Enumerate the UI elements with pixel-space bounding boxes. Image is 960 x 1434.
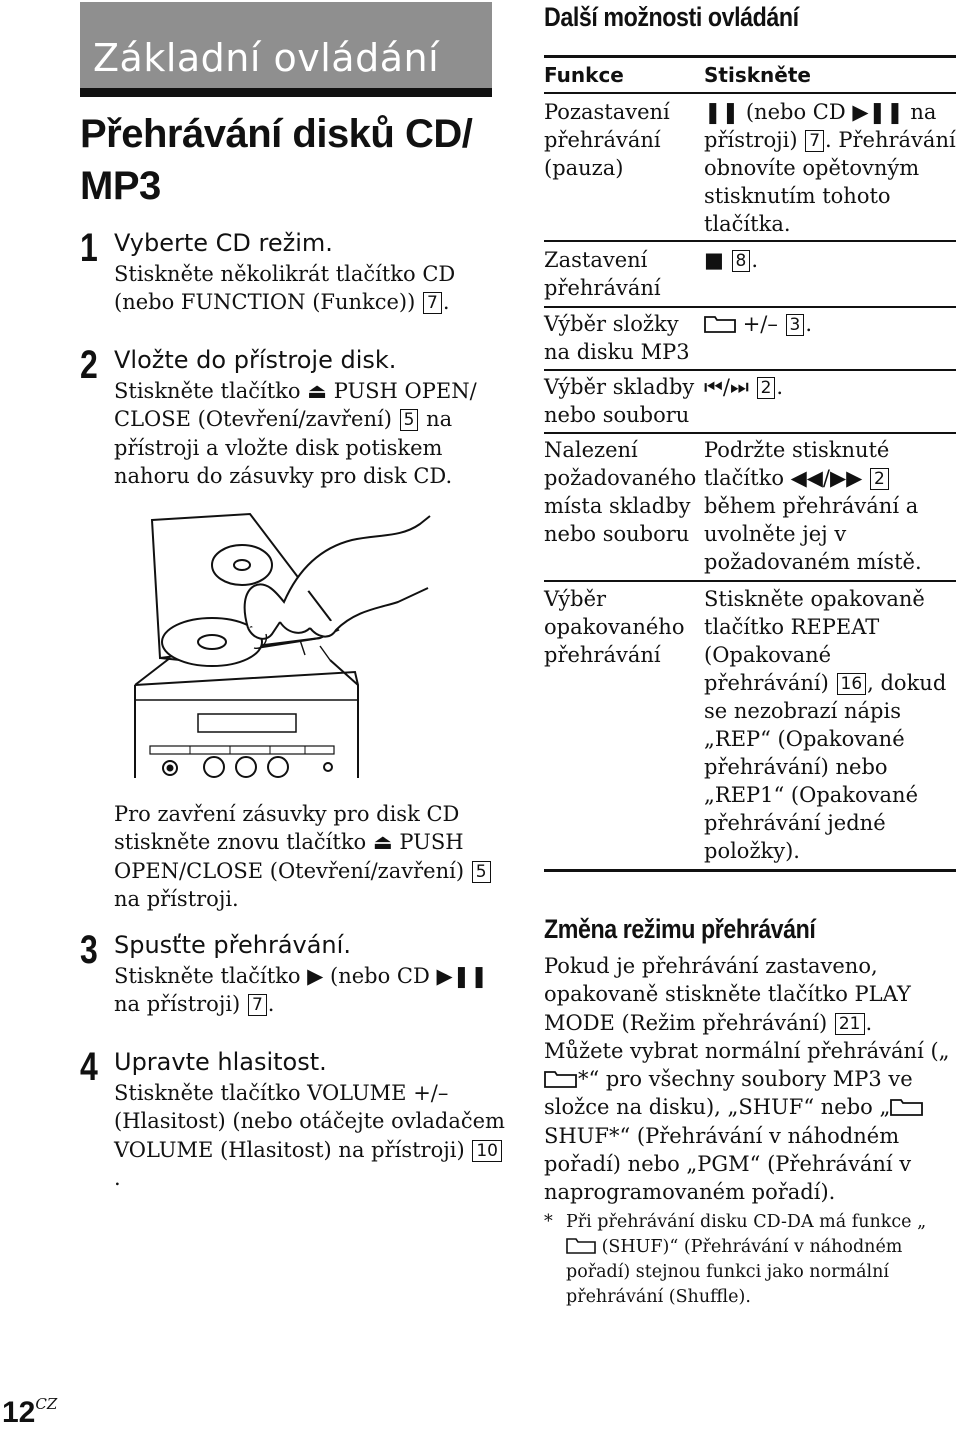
table-bottom-rule bbox=[544, 869, 956, 872]
step-number: 4 bbox=[80, 1045, 98, 1089]
table-cell-press: +/– 3 . bbox=[704, 310, 956, 338]
page-language: CZ bbox=[35, 1395, 58, 1413]
ref-number: 2 bbox=[870, 468, 889, 490]
table-cell-press: Podržte stisknuté tlačítko ◀◀/▶▶ 2 během přehrávání a uvolněte jej v požadovaném místě. bbox=[704, 438, 922, 574]
table-cell-press: ❚❚ (nebo CD ▶❚❚ na přístroji) 7 . Přehrávání obnovíte opětovným stisknutím tohoto tlačítka. bbox=[704, 100, 956, 236]
table-row-rule bbox=[544, 240, 956, 242]
ref-number: 21 bbox=[835, 1013, 865, 1035]
ref-number: 3 bbox=[786, 314, 805, 336]
table-cell-function: Výběr složky na disku MP3 bbox=[544, 312, 690, 364]
step-heading: Vložte do přístroje disk. bbox=[114, 346, 397, 374]
table-cell-function: Výběr opakovaného přehrávání bbox=[544, 587, 685, 667]
table-row-rule bbox=[544, 580, 956, 582]
table-cell-function: Nalezení požadovaného místa skladby nebo souboru bbox=[544, 438, 697, 546]
table-header-rule bbox=[544, 92, 956, 94]
ref-number: 2 bbox=[757, 377, 776, 399]
footnote-text: Při přehrávání disku CD-DA má funkce „ (SHUF)“ (Přehrávání v náhodném pořadí) stejnou funkci jako normální přehrávání (Shuffle). bbox=[566, 1212, 927, 1307]
table-cell-function: Výběr skladby nebo souboru bbox=[544, 375, 695, 427]
close-tray-note: Pro zavření zásuvky pro disk CD stiskněte znovu tlačítko ⏏ PUSH OPEN/CLOSE (Otevření/zavření) 5 na přístroji. bbox=[114, 800, 509, 913]
ref-number: 5 bbox=[400, 409, 419, 431]
table-cell-press: ■ 8 . bbox=[704, 248, 759, 272]
step-body: Stiskněte tlačítko ▶ (nebo CD ▶❚❚ na přístroji) 7 . bbox=[114, 964, 488, 1017]
folder-icon bbox=[890, 1096, 924, 1116]
step-number: 2 bbox=[80, 343, 98, 387]
banner-title: Základní ovládání bbox=[93, 36, 440, 80]
section-heading-other-controls: Další možnosti ovládání bbox=[544, 2, 799, 32]
page-title: Přehrávání disků CD/ MP3 bbox=[80, 112, 473, 208]
ref-number: 7 bbox=[248, 994, 267, 1016]
table-row-rule bbox=[544, 306, 956, 308]
table-row-rule bbox=[544, 432, 956, 434]
banner-rule bbox=[80, 88, 492, 97]
table-cell-function: Pozastavení přehrávání (pauza) bbox=[544, 100, 670, 180]
step-body: Stiskněte tlačítko ⏏ PUSH OPEN/ CLOSE (Otevření/zavření) 5 na přístroji a vložte disk potiskem nahoru do zásuvky pro disk CD. bbox=[114, 379, 477, 488]
step-heading: Vyberte CD režim. bbox=[114, 229, 333, 257]
right-column bbox=[520, 0, 960, 1434]
page-number: $12^{CZ}$ bbox=[2, 1395, 58, 1429]
section-heading-play-mode: Změna režimu přehrávání bbox=[544, 914, 816, 944]
table-header-function: Funkce bbox=[544, 63, 624, 87]
table-cell-press: ⏮/⏭ 2 . bbox=[704, 375, 784, 399]
step-heading: Spusťte přehrávání. bbox=[114, 931, 351, 959]
folder-icon bbox=[544, 1068, 578, 1088]
table-row-rule bbox=[544, 369, 956, 371]
ref-number: 7 bbox=[805, 130, 824, 152]
table-cell-press: Stiskněte opakovaně tlačítko REPEAT (Opakované přehrávání) 16 , dokud se nezobrazí nápis „REP“ (Opakované přehrávání) nebo „REP1“ (Opakované přehrávání jedné položky). bbox=[704, 587, 947, 863]
ref-number: 7 bbox=[423, 292, 442, 314]
step-number: 3 bbox=[80, 928, 98, 972]
table-cell-function: Zastavení přehrávání bbox=[544, 248, 661, 300]
folder-icon bbox=[566, 1236, 596, 1254]
step-heading: Upravte hlasitost. bbox=[114, 1048, 327, 1076]
play-mode-text: Pokud je přehrávání zastaveno, opakovaně stiskněte tlačítko PLAY MODE (Režim přehrávání) 21 . Můžete vybrat normální přehrávání („*“ pro všechny soubory MP3 ve složce na disku), „SHUF“ nebo „ SHUF*“ (Přehrávání v náhodném pořadí) nebo „PGM“ (Přehrávání v naprogramovaném pořadí). bbox=[544, 954, 950, 1205]
step-body: Stiskněte tlačítko VOLUME +/– (Hlasitost) (nebo otáčejte ovladačem VOLUME (Hlasitost) na přístroji) 10. bbox=[114, 1081, 505, 1190]
ref-number: 16 bbox=[837, 673, 867, 695]
cd-player-illustration bbox=[130, 510, 440, 785]
table-header-press: Stiskněte bbox=[704, 63, 811, 87]
ref-number: 5 bbox=[472, 861, 491, 883]
ref-number: 10 bbox=[472, 1140, 502, 1162]
table-top-rule bbox=[544, 55, 956, 58]
step-number: 1 bbox=[80, 226, 98, 270]
step-body: Stiskněte několikrát tlačítko CD (nebo FUNCTION (Funkce)) 7 . bbox=[114, 262, 456, 315]
ref-number: 8 bbox=[732, 250, 751, 272]
folder-icon bbox=[704, 313, 736, 333]
footnote-marker: * bbox=[544, 1212, 553, 1232]
